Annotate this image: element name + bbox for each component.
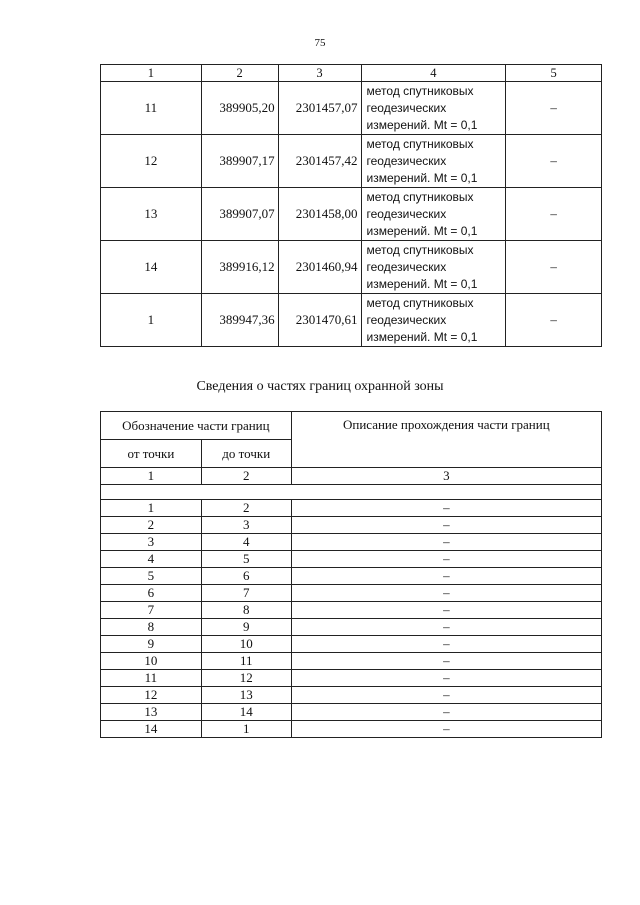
method-line: измерений. Mt = 0,1 [366, 329, 478, 344]
method-cell [361, 241, 506, 294]
header-row [101, 412, 602, 440]
to-point-cell: 4 [201, 534, 291, 551]
table-row [101, 241, 602, 294]
note-cell: – [506, 135, 602, 188]
table-row [101, 687, 602, 704]
x-coordinate-cell: 389907,17 [201, 135, 278, 188]
table-row [101, 517, 602, 534]
column-number-row [101, 65, 602, 82]
note-cell: – [506, 241, 602, 294]
from-point-cell: 2 [101, 517, 202, 534]
from-point-cell: 1 [101, 500, 202, 517]
table-row [101, 636, 602, 653]
description-cell: – [291, 500, 601, 517]
method-cell [361, 294, 506, 347]
description-cell: – [291, 602, 601, 619]
from-point-cell: 4 [101, 551, 202, 568]
table-row [101, 188, 602, 241]
from-point-cell: 3 [101, 534, 202, 551]
to-point-cell: 1 [201, 721, 291, 738]
to-point-cell: 6 [201, 568, 291, 585]
to-point-cell: 7 [201, 585, 291, 602]
description-cell: – [291, 534, 601, 551]
table-row [101, 670, 602, 687]
description-cell: – [291, 636, 601, 653]
spacer-cell [101, 485, 602, 500]
method-line: измерений. Mt = 0,1 [366, 223, 478, 238]
column-number-row [101, 468, 602, 485]
method-cell [361, 82, 506, 135]
from-point-cell: 8 [101, 619, 202, 636]
header-group-cell: Обозначение части границ [101, 412, 292, 440]
table-row [101, 704, 602, 721]
column-number: 4 [361, 65, 506, 82]
table-row [101, 721, 602, 738]
to-point-cell: 8 [201, 602, 291, 619]
point-cell: 14 [101, 241, 202, 294]
method-cell [361, 188, 506, 241]
table-row [101, 568, 602, 585]
y-coordinate-cell: 2301470,61 [278, 294, 361, 347]
note-cell: – [506, 82, 602, 135]
header-description-cell: Описание прохождения части границ [291, 412, 601, 468]
to-point-cell: 2 [201, 500, 291, 517]
table-row [101, 82, 602, 135]
to-point-cell: 11 [201, 653, 291, 670]
method-line: измерений. Mt = 0,1 [366, 276, 478, 291]
to-point-cell: 3 [201, 517, 291, 534]
method-line: метод спутниковых [366, 189, 474, 204]
table-row [101, 653, 602, 670]
from-point-cell: 5 [101, 568, 202, 585]
note-cell: – [506, 188, 602, 241]
method-line: измерений. Mt = 0,1 [366, 170, 478, 185]
from-point-cell: 10 [101, 653, 202, 670]
method-line: метод спутниковых [366, 83, 474, 98]
from-point-cell: 7 [101, 602, 202, 619]
description-cell: – [291, 568, 601, 585]
point-cell: 13 [101, 188, 202, 241]
method-line: геодезических [366, 153, 447, 168]
method-line: метод спутниковых [366, 295, 474, 310]
note-cell: – [506, 294, 602, 347]
method-line: геодезических [366, 312, 447, 327]
table-row [101, 551, 602, 568]
spacer-row [101, 485, 602, 500]
point-cell: 12 [101, 135, 202, 188]
point-cell: 1 [101, 294, 202, 347]
column-number: 5 [506, 65, 602, 82]
header-to-cell: до точки [201, 440, 291, 468]
page-number: 75 [314, 37, 326, 49]
description-cell: – [291, 721, 601, 738]
table-row [101, 534, 602, 551]
from-point-cell: 13 [101, 704, 202, 721]
table-row [101, 619, 602, 636]
y-coordinate-cell: 2301457,42 [278, 135, 361, 188]
header-from-cell: от точки [101, 440, 202, 468]
column-number: 2 [201, 65, 278, 82]
y-coordinate-cell: 2301458,00 [278, 188, 361, 241]
to-point-cell: 14 [201, 704, 291, 721]
method-line: измерений. Mt = 0,1 [366, 117, 478, 132]
method-line: геодезических [366, 206, 447, 221]
description-cell: – [291, 619, 601, 636]
table-row [101, 500, 602, 517]
from-point-cell: 6 [101, 585, 202, 602]
description-cell: – [291, 585, 601, 602]
to-point-cell: 10 [201, 636, 291, 653]
column-number: 2 [201, 468, 291, 485]
column-number: 1 [101, 468, 202, 485]
to-point-cell: 5 [201, 551, 291, 568]
method-line: метод спутниковых [366, 242, 474, 257]
to-point-cell: 13 [201, 687, 291, 704]
section-title: Сведения о частях границ охранной зоны [196, 379, 444, 394]
x-coordinate-cell: 389905,20 [201, 82, 278, 135]
description-cell: – [291, 670, 601, 687]
x-coordinate-cell: 389916,12 [201, 241, 278, 294]
description-cell: – [291, 551, 601, 568]
from-point-cell: 9 [101, 636, 202, 653]
description-cell: – [291, 517, 601, 534]
method-line: геодезических [366, 259, 447, 274]
boundary-parts-table [100, 411, 602, 738]
coordinates-table [100, 64, 602, 347]
description-cell: – [291, 687, 601, 704]
from-point-cell: 14 [101, 721, 202, 738]
method-line: геодезических [366, 100, 447, 115]
column-number: 1 [101, 65, 202, 82]
description-cell: – [291, 704, 601, 721]
point-cell: 11 [101, 82, 202, 135]
method-line: метод спутниковых [366, 136, 474, 151]
table-row [101, 135, 602, 188]
to-point-cell: 9 [201, 619, 291, 636]
from-point-cell: 11 [101, 670, 202, 687]
table-row [101, 294, 602, 347]
table-row [101, 602, 602, 619]
y-coordinate-cell: 2301460,94 [278, 241, 361, 294]
method-cell [361, 135, 506, 188]
from-point-cell: 12 [101, 687, 202, 704]
column-number: 3 [278, 65, 361, 82]
parts-rows [101, 500, 602, 738]
x-coordinate-cell: 389907,07 [201, 188, 278, 241]
x-coordinate-cell: 389947,36 [201, 294, 278, 347]
to-point-cell: 12 [201, 670, 291, 687]
y-coordinate-cell: 2301457,07 [278, 82, 361, 135]
description-cell: – [291, 653, 601, 670]
table-row [101, 585, 602, 602]
column-number: 3 [291, 468, 601, 485]
